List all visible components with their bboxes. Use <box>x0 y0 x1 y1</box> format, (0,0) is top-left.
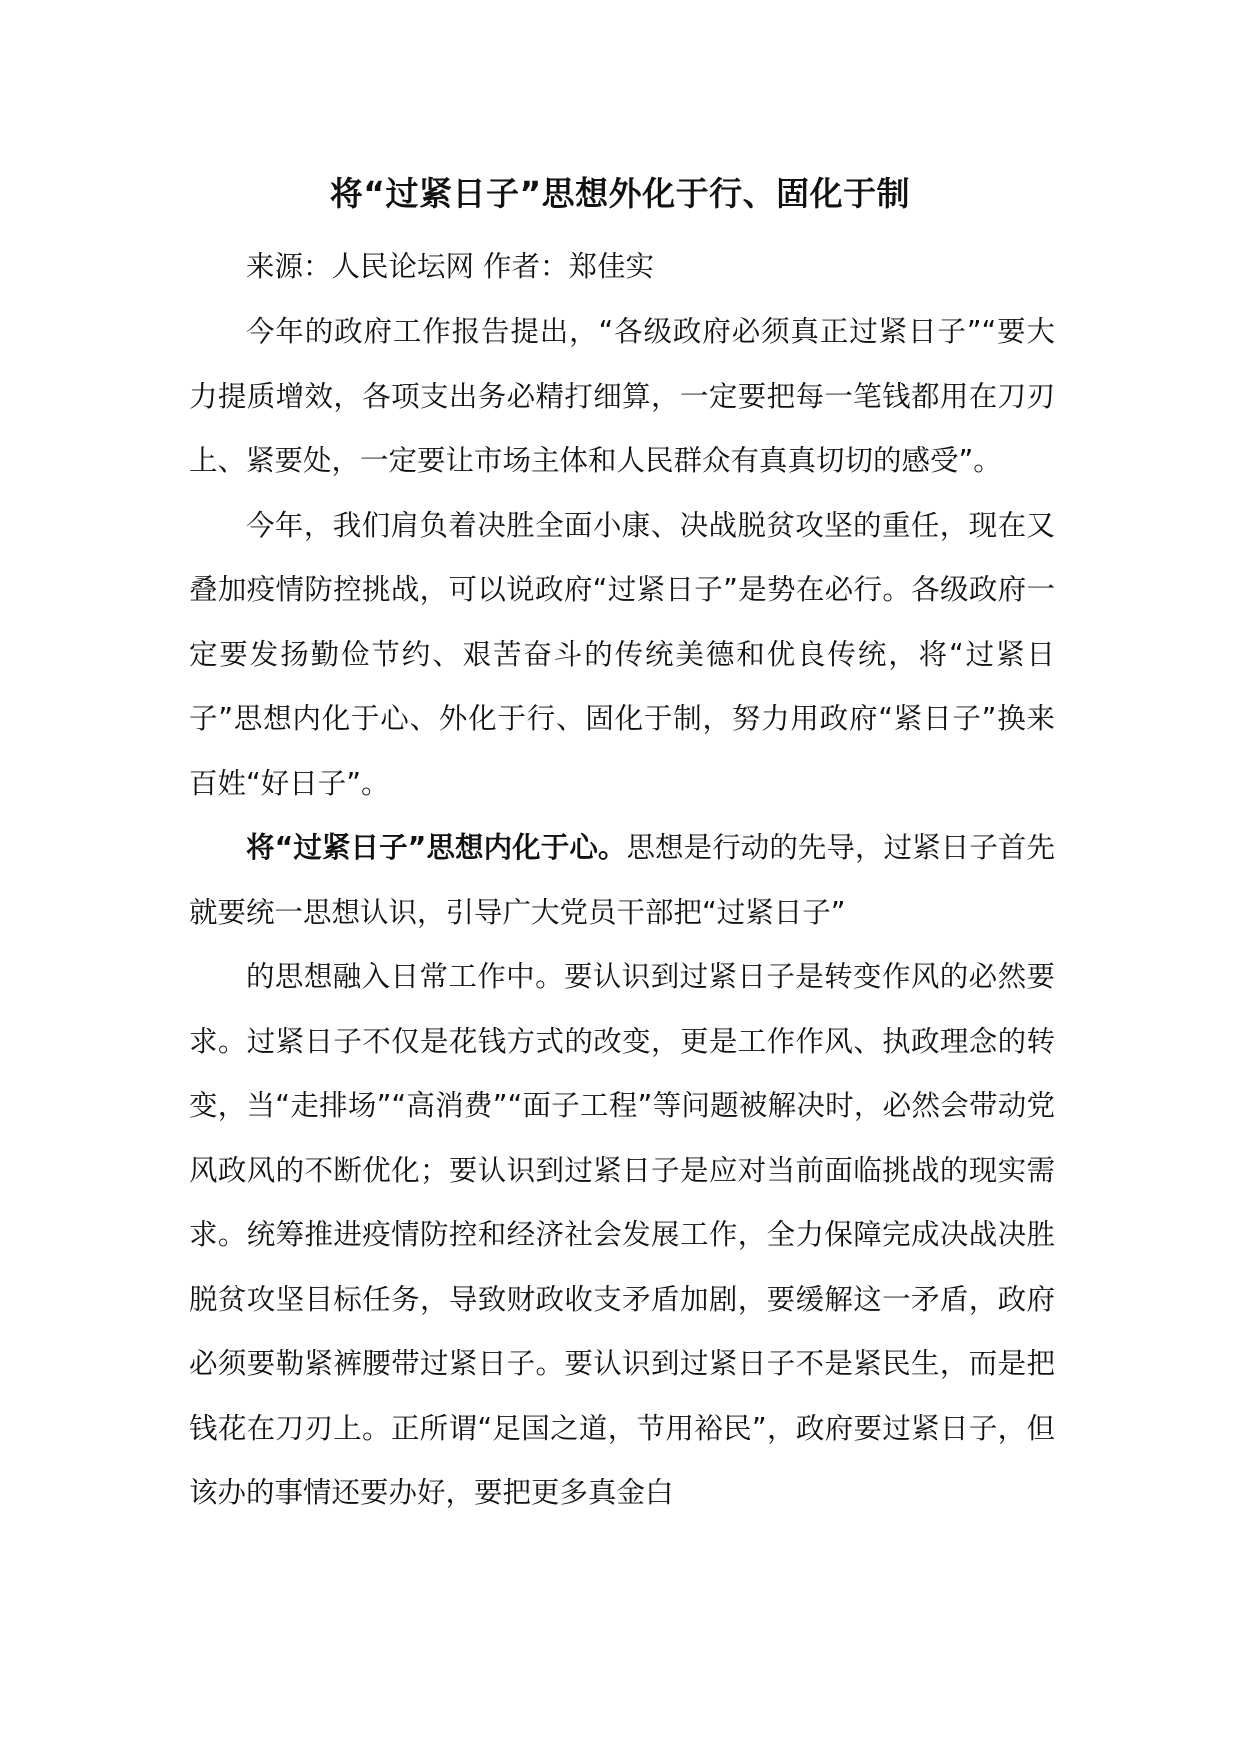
paragraph-2-text: 今年，我们肩负着决胜全面小康、决战脱贫攻坚的重任，现在又叠加疫情防控挑战，可以说政府“过紧日子”是势在必行。各级政府一定要发扬勤俭节约、艰苦奋斗的传统美德和优良传统，将“过紧日子”思想内化于心、外化于行、固化于制，努力用政府“紧日子”换来百姓“好日子”。 <box>189 508 1055 800</box>
paragraph-3-text: 思想是行动的先导，过紧日子首先就要统一思想认识，引导广大党员干部把“过紧日子” <box>189 831 1055 929</box>
paragraph-1-text: 今年的政府工作报告提出，“各级政府必须真正过紧日子”“要大力提质增效，各项支出务必精打细算，一定要把每一笔钱都用在刀刃上、紧要处，一定要让市场主体和人民群众有真真切切的感受”。 <box>189 315 1055 477</box>
paragraph-1 <box>189 300 1055 494</box>
article-body <box>189 300 1055 1526</box>
paragraph-2 <box>189 494 1055 817</box>
paragraph-4-text: 的思想融入日常工作中。要认识到过紧日子是转变作风的必然要求。过紧日子不仅是花钱方式的改变，更是工作作风、执政理念的转变，当“走排场”“高消费”“面子工程”等问题被解决时，必然会带动党风政风的不断优化；要认识到过紧日子是应对当前面临挑战的现实需求。统筹推进疫情防控和经济社会发展工作，全力保障完成决战决胜脱贫攻坚目标任务，导致财政收支矛盾加剧，要缓解这一矛盾，政府必须要勒紧裤腰带过紧日子。要认识到过紧日子不是紧民生，而是把钱花在刀刃上。正所谓“足国之道，节用裕民”，政府要过紧日子，但该办的事情还要办好，要把更多真金白 <box>189 960 1055 1509</box>
paragraph-3 <box>189 816 1055 945</box>
document-title: 将“过紧日子”思想外化于行、固化于制 <box>329 174 911 213</box>
meta-line: 来源：人民论坛网 作者：郑佳实 <box>246 250 655 283</box>
source-author-line <box>189 235 1055 300</box>
paragraph-3-heading: 将“过紧日子”思想内化于心。 <box>246 831 627 864</box>
paragraph-4 <box>189 945 1055 1526</box>
